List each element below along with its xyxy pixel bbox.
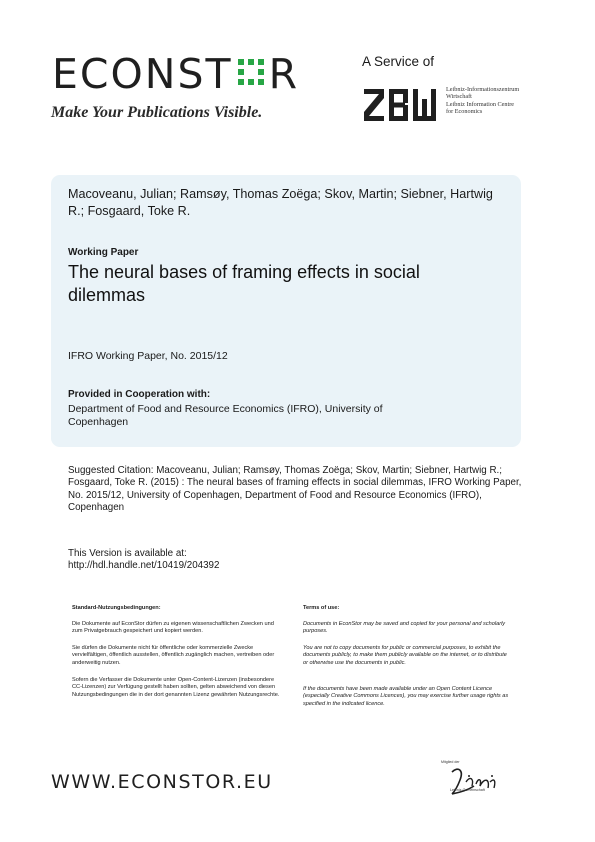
econstor-website-link[interactable]: WWW.ECONSTOR.EU xyxy=(51,771,273,793)
econstor-logo-icon xyxy=(234,57,268,91)
leibniz-member-label: Mitglied der xyxy=(441,760,460,764)
terms-paragraph-de: Die Dokumente auf EconStor dürfen zu eigenen wissenschaftlichen Zwecken und zum Privatgebrauch gespeichert und kopiert werden. xyxy=(72,621,274,635)
leibniz-logo-icon xyxy=(448,764,500,798)
terms-paragraph-de: Sie dürfen die Dokumente nicht für öffentliche oder kommerzielle Zwecke vervielfältigen, öffentlich ausstellen, öffentlich zugänglich machen, vertreiben oder anderweitig nutzen. xyxy=(72,645,275,666)
zbw-line: Leibniz Information Centre xyxy=(446,100,515,108)
service-label: A Service of xyxy=(362,54,435,69)
logo-text-prefix: ECON xyxy=(52,49,178,98)
handle-link[interactable]: http://hdl.handle.net/10419/204392 xyxy=(68,560,220,571)
terms-paragraph-en: You are not to copy documents for public or commercial purposes, to exhibit the documents publicly, to make them publicly available on the internet, or to distribute or otherwise use the documents in public. xyxy=(303,645,507,666)
document-type: Working Paper xyxy=(68,247,139,258)
zbw-line: for Economics xyxy=(446,108,483,116)
version-label: This Version is available at: xyxy=(68,548,187,559)
zbw-text xyxy=(446,86,556,116)
logo-text-suffix: ST xyxy=(177,49,233,98)
zbw-line: Leibniz-Informationszentrum xyxy=(446,86,520,93)
provided-label: Provided in Cooperation with: xyxy=(68,389,211,400)
zbw-logo-icon xyxy=(363,87,439,123)
terms-paragraph-en: If the documents have been made available under an Open Content Licence (especially Creative Commons Licences), you may exercise further usage rights as specified in the indicated licence. xyxy=(303,686,509,707)
econstor-logo xyxy=(52,49,300,98)
terms-paragraph-de: Sofern die Verfasser die Dokumente unter Open-Content-Lizenzen (insbesondere CC-Lizenzen) zur Verfügung gestellt haben sollten, gelten abweichend von diesen Nutzungsbedingungen die in der dort genannten Lizenz gewährten Nutzungsrechte. xyxy=(72,677,280,698)
terms-heading-de: Standard-Nutzungsbedingungen: xyxy=(72,605,161,611)
terms-paragraph-en: Documents in EconStor may be saved and copied for your personal and scholarly purposes. xyxy=(303,621,506,635)
tagline: Make Your Publications Visible. xyxy=(51,104,263,121)
terms-heading-en: Terms of use: xyxy=(303,605,340,611)
provided-organization: Department of Food and Resource Economics (IFRO), University of Copenhagen xyxy=(68,403,383,429)
authors: Macoveanu, Julian; Ramsøy, Thomas Zoëga; Skov, Martin; Siebner, Hartwig R.; Fosgaard, Toke R. xyxy=(68,187,493,218)
document-title: The neural bases of framing effects in social dilemmas xyxy=(68,262,420,305)
logo-text-end: R xyxy=(268,49,300,98)
suggested-citation: Suggested Citation: Macoveanu, Julian; Ramsøy, Thomas Zoëga; Skov, Martin; Siebner, Hartwig R.; Fosgaard, Toke R. (2015) : The neural bases of framing effects in social dilemmas, IFRO Working Paper, No. 2015/12, University of Copenhagen, Department of Food and Resource Economics (IFRO), Copenhagen xyxy=(68,465,522,514)
series-info: IFRO Working Paper, No. 2015/12 xyxy=(68,350,228,362)
leibniz-community-label: Leibniz-Gemeinschaft xyxy=(450,788,485,792)
zbw-line: Wirtschaft xyxy=(446,93,472,101)
